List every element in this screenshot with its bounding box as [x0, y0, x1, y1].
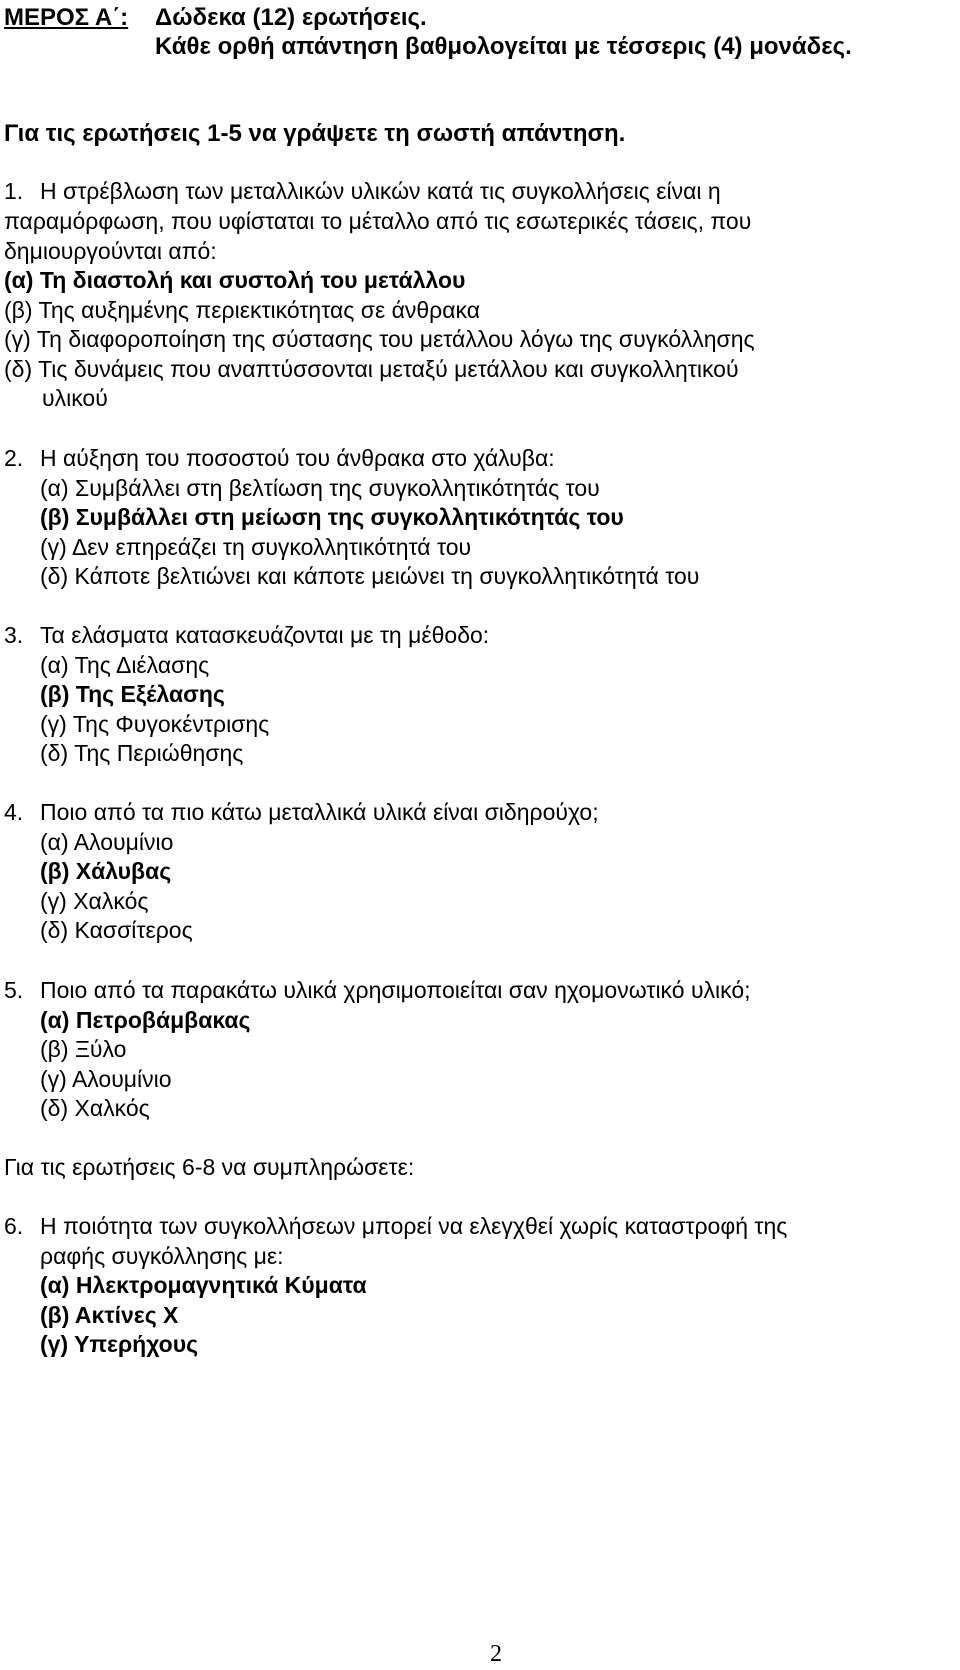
- option: (δ) Τις δυνάμεις που αναπτύσσονται μεταξύ μετάλλου και συγκολλητικού: [4, 356, 739, 382]
- question-text-line: Η ποιότητα των συγκολλήσεων μπορεί να ελεγχθεί χωρίς καταστροφή της: [40, 1213, 788, 1239]
- part-label: ΜΕΡΟΣ Α΄:: [4, 4, 129, 31]
- question-text-line: Η αύξηση του ποσοστού του άνθρακα στο χάλυβα:: [40, 445, 555, 471]
- option: (γ) Τη διαφοροποίηση της σύστασης του μετάλλου λόγω της συγκόλλησης: [4, 326, 755, 352]
- question-text-line: Ποιο από τα πιο κάτω μεταλλικά υλικά είναι σιδηρούχο;: [40, 799, 599, 825]
- option: (γ) Δεν επηρεάζει τη συγκολλητικότητά του: [40, 534, 472, 560]
- option: (δ) Της Περιώθησης: [40, 740, 244, 766]
- option-correct: (β) Της Εξέλασης: [40, 681, 225, 707]
- question-3: [0, 620, 960, 780]
- instruction-q6-8: Για τις ερωτήσεις 6-8 να συμπληρώσετε:: [4, 1154, 415, 1180]
- instruction-q1-5: Για τις ερωτήσεις 1-5 να γράψετε τη σωστή απάντηση.: [4, 120, 626, 147]
- grading-note: Κάθε ορθή απάντηση βαθμολογείται με τέσσερις (4) μονάδες.: [155, 33, 852, 60]
- option: (γ) Της Φυγοκέντρισης: [40, 711, 270, 737]
- question-number: 4.: [4, 799, 24, 825]
- option: (δ) Κάποτε βελτιώνει και κάποτε μειώνει τη συγκολλητικότητά του: [40, 563, 700, 589]
- question-number: 5.: [4, 977, 24, 1003]
- question-number: 6.: [4, 1213, 24, 1239]
- option: (δ) Κασσίτερος: [40, 917, 193, 943]
- question-number: 3.: [4, 622, 24, 648]
- question-text-line: ραφής συγκόλλησης με:: [40, 1243, 284, 1269]
- option-correct: (β) Χάλυβας: [40, 858, 172, 884]
- option: (β) Της αυξημένης περιεκτικότητας σε άνθρακα: [4, 297, 481, 323]
- option: (γ) Αλουμίνιο: [40, 1066, 172, 1092]
- part-description: Δώδεκα (12) ερωτήσεις.: [155, 4, 427, 31]
- option: (α) Συμβάλλει στη βελτίωση της συγκολλητικότητάς του: [40, 475, 600, 501]
- question-2: [0, 443, 960, 603]
- option: (γ) Χαλκός: [40, 888, 149, 914]
- question-text-line: Ποιο από τα παρακάτω υλικά χρησιμοποιείται σαν ηχομονωτικό υλικό;: [40, 977, 751, 1003]
- option-correct: (α) Τη διαστολή και συστολή του μετάλλου: [4, 267, 466, 293]
- option: (β) Ξύλο: [40, 1036, 127, 1062]
- question-text-line: Τα ελάσματα κατασκευάζονται με τη μέθοδο:: [40, 622, 490, 648]
- question-text-line: Η στρέβλωση των μεταλλικών υλικών κατά τις συγκολλήσεις είναι η: [40, 178, 721, 204]
- option-correct: (β) Συμβάλλει στη μείωση της συγκολλητικότητάς του: [40, 504, 624, 530]
- question-1: [0, 176, 960, 416]
- option: (α) Αλουμίνιο: [40, 829, 174, 855]
- question-5: [0, 975, 960, 1135]
- option-correct: (α) Πετροβάμβακας: [40, 1007, 251, 1033]
- question-text-line: δημιουργούνται από:: [4, 238, 217, 264]
- question-6: [0, 1211, 960, 1371]
- option-continuation: υλικού: [42, 385, 108, 411]
- option-correct: (β) Ακτίνες Χ: [40, 1302, 179, 1328]
- question-4: [0, 797, 960, 957]
- question-text-line: παραμόρφωση, που υφίσταται το μέταλλο από τις εσωτερικές τάσεις, που: [4, 208, 752, 234]
- option: (δ) Χαλκός: [40, 1095, 150, 1121]
- option-correct: (α) Ηλεκτρομαγνητικά Κύματα: [40, 1272, 367, 1298]
- question-number: 1.: [4, 178, 24, 204]
- page-number: 2: [490, 1641, 502, 1667]
- option-correct: (γ) Υπερήχους: [40, 1331, 199, 1357]
- question-number: 2.: [4, 445, 24, 471]
- option: (α) Της Διέλασης: [40, 652, 210, 678]
- part-header: [4, 4, 128, 32]
